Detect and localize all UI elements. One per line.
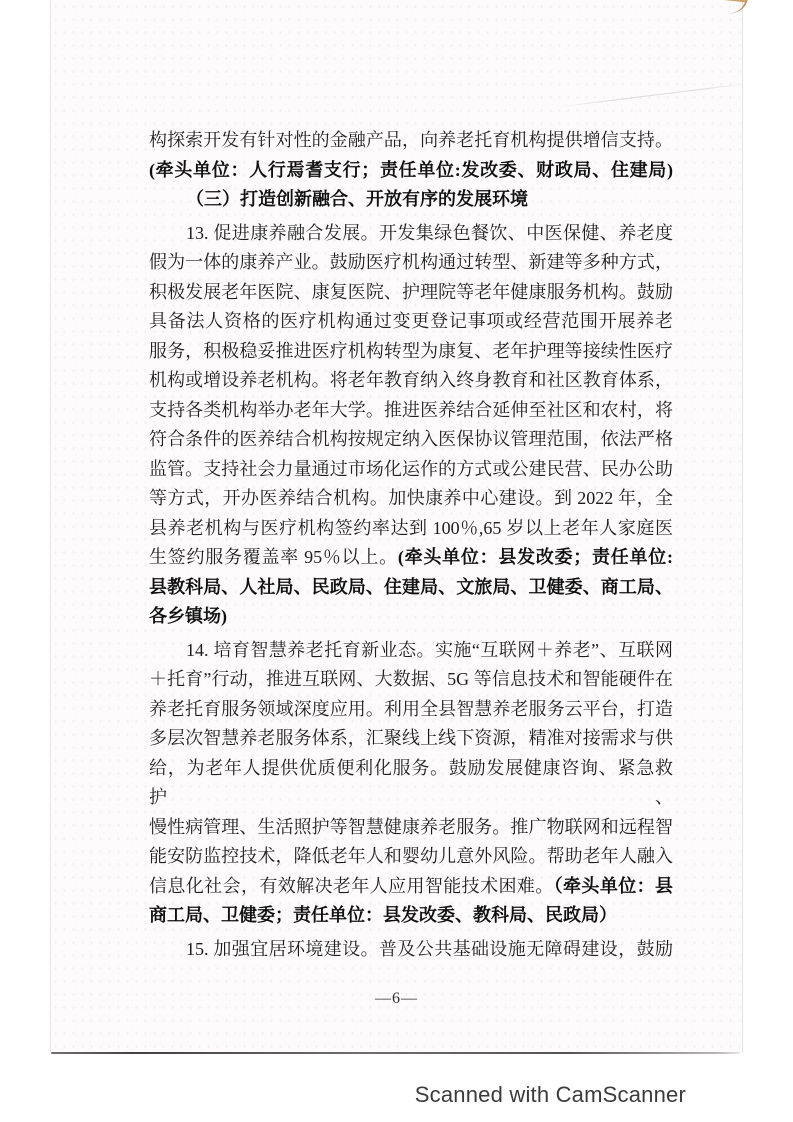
bold-text-segment: (牵头单位：县发改委；责任单位: xyxy=(397,547,673,567)
text-line xyxy=(149,754,673,813)
text-line xyxy=(149,695,673,725)
page-number: —6— xyxy=(375,990,418,1007)
text-line xyxy=(149,813,673,843)
text-segment: 15. 加强宜居环境建设。普及公共基础设施无障碍建设，鼓励 xyxy=(186,938,673,959)
scanned-page xyxy=(50,0,743,1053)
text-line xyxy=(149,248,673,278)
text-line xyxy=(149,156,673,186)
bold-text-segment: 各乡镇场) xyxy=(149,606,227,626)
text-segment: 符合条件的医养结合机构按规定纳入医保协议管理范围，依法严格 xyxy=(149,429,673,449)
text-line xyxy=(149,337,673,367)
text-line xyxy=(149,935,673,965)
text-segment: 具备法人资格的医疗机构通过变更登记事项或经营范围开展养老 xyxy=(149,311,673,331)
text-segment: 监管。支持社会力量通过市场化运作的方式或公建民营、民办公助 xyxy=(149,458,673,479)
text-line xyxy=(149,366,673,396)
bold-text-segment: （三）打造创新融合、开放有序的发展环境 xyxy=(186,189,528,209)
text-segment: 假为一体的康养产业。鼓励医疗机构通过转型、新建等多种方式， xyxy=(149,252,673,272)
bold-text-segment: (牵头单位：人行焉耆支行；责任单位:发改委、财政局、住建局) xyxy=(149,159,673,180)
text-line xyxy=(149,573,673,603)
text-line xyxy=(149,602,673,632)
text-line xyxy=(149,455,673,485)
text-line xyxy=(149,278,673,308)
bold-text-segment: （牵头单位：县 xyxy=(553,875,673,896)
text-segment: 多层次智慧养老服务体系，汇聚线上线下资源，精准对接需求与供 xyxy=(149,728,673,748)
text-segment: 县养老机构与医疗机构签约率达到 100％,65 岁以上老年人家庭医 xyxy=(149,517,673,538)
text-segment: 等方式，开办医养结合机构。加快康养中心建设。到 2022 年，全 xyxy=(149,488,673,508)
text-line xyxy=(149,724,673,754)
text-segment: 生签约服务覆盖率 95％以上。 xyxy=(149,547,398,567)
text-line xyxy=(149,307,673,337)
document-text xyxy=(149,126,673,964)
bold-text-segment: 县教科局、人社局、民政局、住建局、文旅局、卫健委、商工局、 xyxy=(149,576,673,597)
text-line xyxy=(149,219,673,249)
text-segment: 14. 培育智慧养老托育新业态。实施“互联网＋养老”、互联网 xyxy=(186,639,673,660)
text-line xyxy=(149,901,673,931)
text-line xyxy=(149,126,673,156)
text-segment: ＋托育”行动，推进互联网、大数据、5G 等信息技术和智能硬件在 xyxy=(149,669,673,689)
text-line xyxy=(149,665,673,695)
text-line xyxy=(149,636,673,666)
corner-fold-mark xyxy=(718,0,748,15)
text-segment: 积极发展老年医院、康复医院、护理院等老年健康服务机构。鼓励 xyxy=(149,281,673,302)
text-segment: 信息化社会，有效解决老年人应用智能技术困难。 xyxy=(149,875,554,896)
text-line xyxy=(149,396,673,426)
text-segment: 慢性病管理、生活照护等智慧健康养老服务。推广物联网和远程智 xyxy=(149,816,673,837)
text-segment: 构探索开发有针对性的金融产品，向养老托育机构提供增信支持。 xyxy=(149,130,673,150)
camscanner-watermark: Scanned with CamScanner xyxy=(414,1082,686,1107)
bold-text-segment: 商工局、卫健委；责任单位：县发改委、教科局、民政局） xyxy=(149,905,617,925)
text-segment: 养老托育服务领域深度应用。利用全县智慧养老服务云平台，打造 xyxy=(149,698,673,719)
text-line xyxy=(149,185,673,215)
text-line xyxy=(149,484,673,514)
text-line xyxy=(149,514,673,544)
text-segment: 机构或增设养老机构。将老年教育纳入终身教育和社区教育体系， xyxy=(149,370,673,390)
text-segment: 能安防监控技术，降低老年人和婴幼儿意外风险。帮助老年人融入 xyxy=(149,846,673,866)
text-line xyxy=(149,425,673,455)
text-line xyxy=(149,543,673,573)
text-segment: 服务，积极稳妥推进医疗机构转型为康复、老年护理等接续性医疗 xyxy=(149,340,673,361)
paper-crease xyxy=(557,83,746,107)
text-segment: 支持各类机构举办老年大学。推进医养结合延伸至社区和农村，将 xyxy=(149,399,673,420)
text-segment: 13. 促进康养融合发展。开发集绿色餐饮、中医保健、养老度 xyxy=(186,222,673,243)
text-line xyxy=(149,842,673,872)
text-segment: 给，为老年人提供优质便利化服务。鼓励发展健康咨询、紧急救护、 xyxy=(149,757,673,807)
page-bottom-edge xyxy=(51,1052,740,1054)
text-line xyxy=(149,872,673,902)
